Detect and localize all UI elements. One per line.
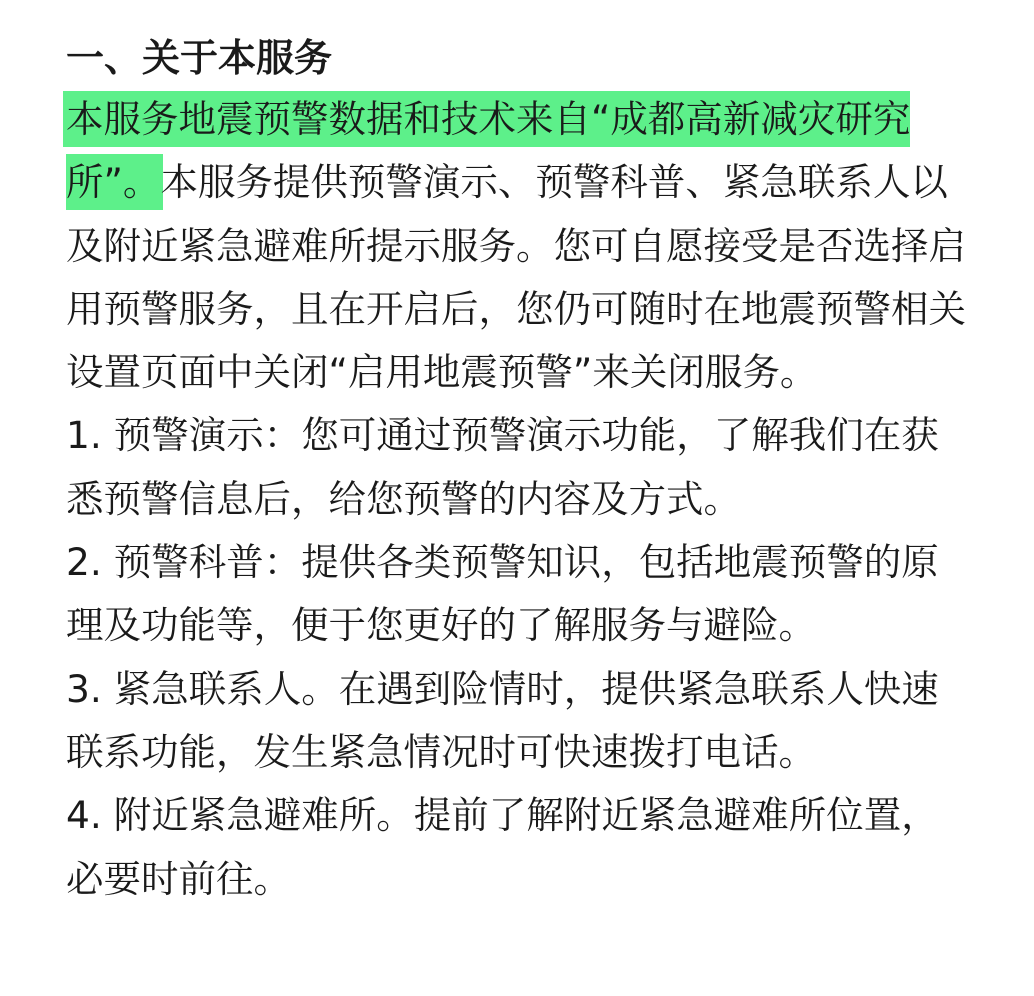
section-heading: 一、关于本服务	[66, 36, 333, 80]
document-body	[66, 28, 966, 911]
intro-text: 本服务提供预警演示、预警科普、紧急联系人以及附近紧急避难所提示服务。您可自愿接受是否选择启用预警服务，且在开启后，您仍可随时在地震预警相关设置页面中关闭“启用地震预警”来关闭服务。	[66, 160, 966, 395]
list-item-science: 2. 预警科普：提供各类预警知识，包括地震预警的原理及功能等，便于您更好的了解服务与避险。	[66, 540, 939, 648]
list-item-shelter: 4. 附近紧急避难所。提前了解附近紧急避难所位置，必要时前往。	[66, 793, 939, 901]
intro-paragraph	[66, 88, 966, 404]
list-item-emergency-contact: 3. 紧急联系人。在遇到险情时，提供紧急联系人快速联系功能，发生紧急情况时可快速拨打电话。	[66, 666, 939, 774]
highlighted-source-statement: 本服务地震预警数据和技术来自“成都高新减灾研究所”。	[66, 94, 910, 207]
list-item-demo: 1. 预警演示：您可通过预警演示功能，了解我们在获悉预警信息后，给您预警的内容及方式。	[66, 413, 939, 521]
